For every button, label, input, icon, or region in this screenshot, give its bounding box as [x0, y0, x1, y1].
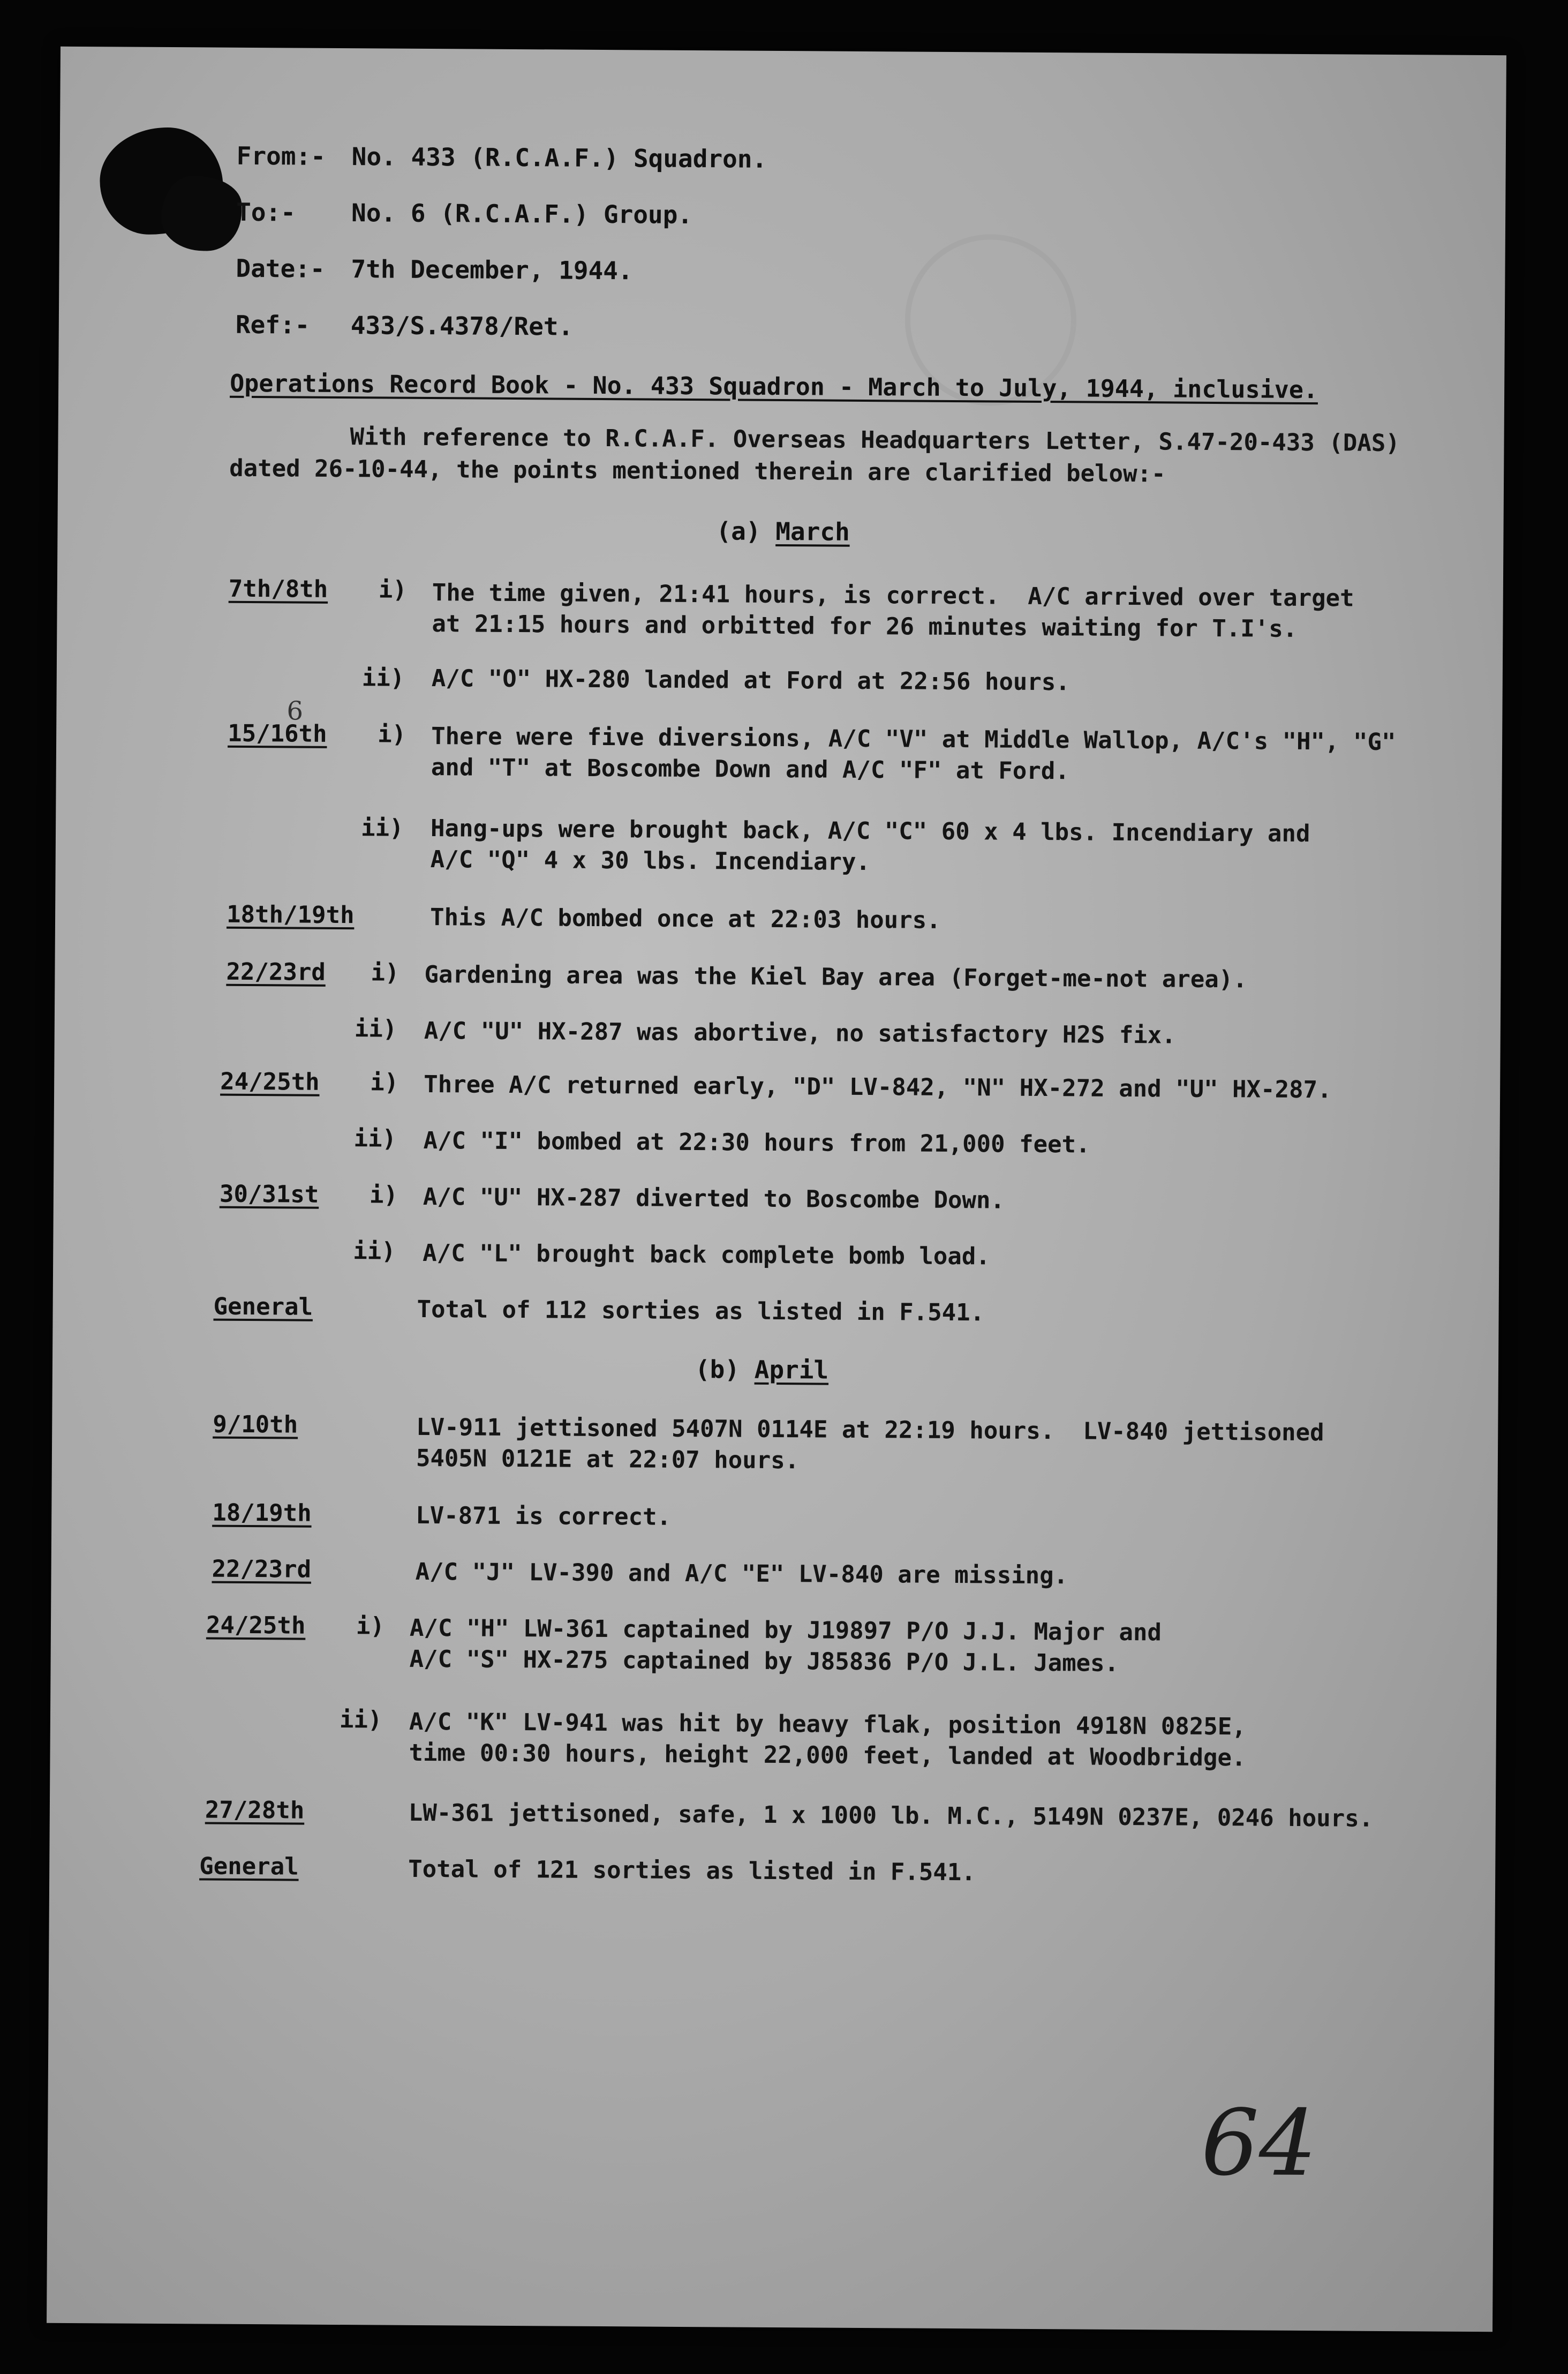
item-number: i): [370, 1069, 399, 1096]
entry-line: LV-871 is correct.: [416, 1501, 672, 1531]
entry-date: General: [199, 1852, 299, 1881]
entry-line: A/C "Q" 4 x 30 lbs. Incendiary.: [430, 846, 871, 876]
from-label: From:-: [236, 141, 326, 171]
punch-hole-tear: [161, 176, 242, 251]
entry-line: 5405N 0121E at 22:07 hours.: [416, 1444, 800, 1475]
ref-label: Ref:-: [235, 310, 310, 340]
handwritten-page-number: 64: [1201, 2090, 1317, 2197]
section-april-heading: [695, 1355, 829, 1385]
entry-line: A/C "K" LV-941 was hit by heavy flak, position 4918N 0825E,: [409, 1708, 1246, 1741]
entry-line: A/C "L" brought back complete bomb load.: [423, 1239, 991, 1271]
entry-line: Hang-ups were brought back, A/C "C" 60 x 4 lbs. Incendiary and: [430, 815, 1310, 848]
entry-line: There were five diversions, A/C "V" at Middle Wallop, A/C's "H", "G": [431, 723, 1396, 756]
section-title: March: [775, 516, 850, 546]
entry-line: and "T" at Boscombe Down and A/C "F" at Ford.: [431, 754, 1069, 785]
entry-line: Total of 112 sorties as listed in F.541.: [417, 1295, 985, 1327]
entry-date: 27/28th: [205, 1796, 305, 1824]
entry-line: This A/C bombed once at 22:03 hours.: [429, 904, 941, 934]
item-number: ii): [353, 1237, 396, 1265]
intro-line-2: dated 26-10-44, the points mentioned therein are clarified below:-: [229, 454, 1166, 488]
section-march-heading: [716, 516, 850, 546]
entry-line: Gardening area was the Kiel Bay area (Forget-me-not area).: [424, 960, 1247, 994]
item-number: i): [356, 1612, 385, 1640]
entry-line: time 00:30 hours, height 22,000 feet, landed at Woodbridge.: [409, 1739, 1246, 1772]
item-number: ii): [354, 1015, 397, 1043]
section-prefix: (b): [695, 1355, 740, 1384]
entry-line: A/C "U" HX-287 was abortive, no satisfactory H2S fix.: [424, 1017, 1176, 1049]
entry-date: General: [213, 1293, 313, 1321]
entry-date: 22/23rd: [212, 1555, 312, 1583]
entry-line: LW-361 jettisoned, safe, 1 x 1000 lb. M.C., 5149N 0237E, 0246 hours.: [408, 1799, 1374, 1832]
document-page: [47, 47, 1506, 2332]
entry-line: LV-911 jettisoned 5407N 0114E at 22:19 hours. LV-840 jettisoned: [416, 1413, 1324, 1447]
item-number: ii): [353, 1125, 397, 1153]
to-label: To:-: [236, 197, 296, 227]
entry-line: A/C "U" HX-287 diverted to Boscombe Down.: [423, 1183, 1005, 1214]
entry-date: 18/19th: [212, 1499, 312, 1527]
entry-date: 24/25th: [220, 1068, 320, 1096]
entry-line: Total of 121 sorties as listed in F.541.: [408, 1855, 976, 1887]
entry-date: 9/10th: [213, 1410, 298, 1439]
entry-line: at 21:15 hours and orbitted for 26 minutes waiting for T.I's.: [432, 610, 1298, 643]
pencil-correction: 6: [287, 696, 304, 726]
date-label: Date:-: [236, 253, 325, 283]
entry-line: A/C "J" LV-390 and A/C "E" LV-840 are missing.: [415, 1558, 1068, 1590]
item-number: i): [371, 959, 399, 987]
entry-line: A/C "O" HX-280 landed at Ford at 22:56 hours.: [431, 665, 1071, 696]
section-prefix: (a): [716, 516, 761, 546]
entry-line: A/C "I" bombed at 22:30 hours from 21,000 feet.: [423, 1126, 1090, 1159]
item-number: i): [369, 1181, 398, 1209]
item-number: i): [378, 576, 407, 604]
entry-line: Three A/C returned early, "D" LV-842, "N" HX-272 and "U" HX-287.: [424, 1070, 1332, 1104]
date-value: 7th December, 1944.: [351, 254, 633, 286]
entry-date: 15/16th: [228, 719, 327, 748]
entry-date: 22/23rd: [226, 958, 326, 986]
entry-date: 30/31st: [219, 1180, 319, 1208]
entry-line: The time given, 21:41 hours, is correct. A/C arrived over target: [432, 579, 1354, 612]
item-number: ii): [339, 1706, 382, 1734]
section-title: April: [754, 1355, 829, 1385]
entry-line: A/C "S" HX-275 captained by J85836 P/O J.L. James.: [409, 1645, 1119, 1677]
item-number: ii): [360, 814, 404, 842]
from-value: No. 433 (R.C.A.F.) Squadron.: [351, 142, 767, 174]
entry-date: 18th/19th: [226, 900, 355, 929]
entry-date: 24/25th: [206, 1611, 306, 1640]
item-number: ii): [361, 664, 405, 692]
item-number: i): [378, 720, 406, 748]
entry-date: 7th/8th: [228, 575, 328, 603]
entry-line: A/C "H" LW-361 captained by J19897 P/O J.J. Major and: [409, 1614, 1162, 1647]
document-title: Operations Record Book - No. 433 Squadron - March to July, 1944, inclusive.: [230, 369, 1318, 404]
ref-value: 433/S.4378/Ret.: [350, 311, 574, 341]
intro-line-1: With reference to R.C.A.F. Overseas Headquarters Letter, S.47-20-433 (DAS): [350, 423, 1400, 457]
to-value: No. 6 (R.C.A.F.) Group.: [351, 198, 693, 230]
